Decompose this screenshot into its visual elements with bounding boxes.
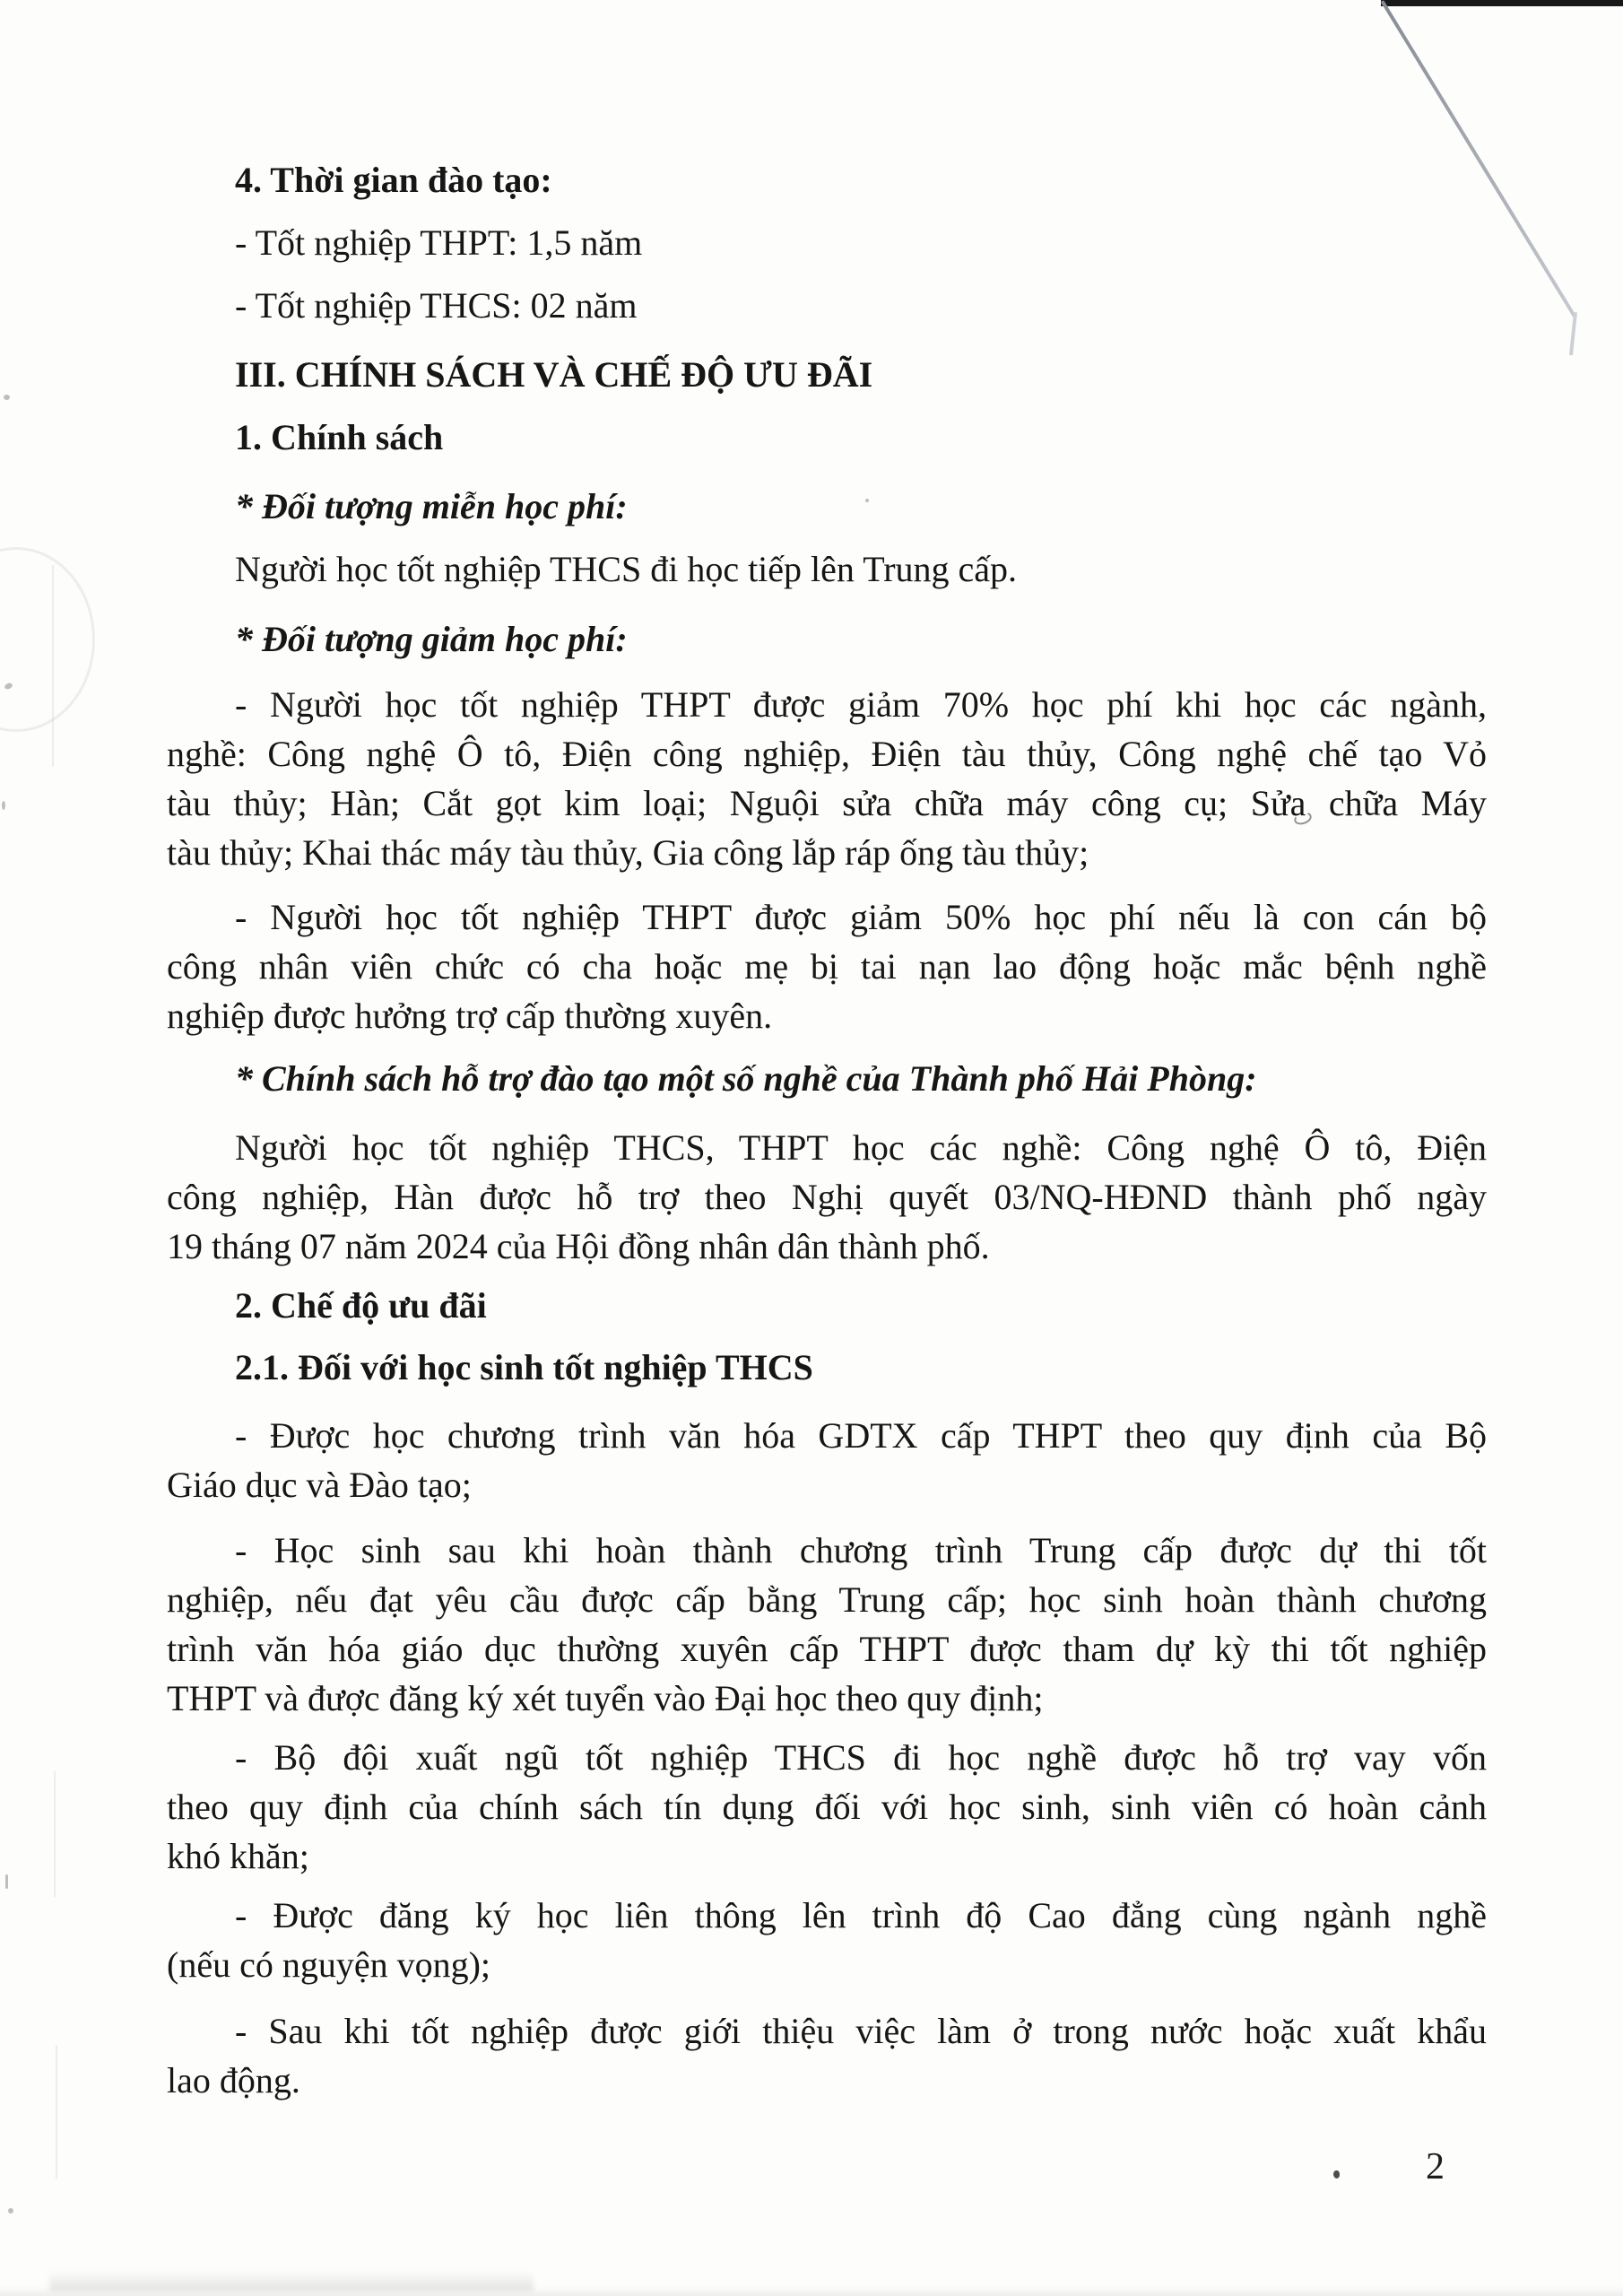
text-line: 2. Chế độ ưu đãi <box>235 1285 487 1326</box>
paragraph <box>167 1733 1487 1881</box>
text-line: nghề: Công nghệ Ô tô, Điện công nghiệp, Điện tàu thủy, Công nghệ chế tạo Vỏ <box>167 734 1487 774</box>
text-line: 19 tháng 07 năm 2024 của Hội đồng nhân dân thành phố. <box>167 1226 990 1266</box>
paragraph <box>167 1891 1487 1989</box>
paragraph <box>167 2006 1487 2105</box>
text-line: - Học sinh sau khi hoàn thành chương trình Trung cấp được dự thi tốt <box>235 1530 1487 1570</box>
sub-heading <box>167 482 1487 531</box>
sub-heading <box>167 1054 1487 1103</box>
text-line: THPT và được đăng ký xét tuyển vào Đại học theo quy định; <box>167 1678 1044 1718</box>
paragraph <box>167 1526 1487 1723</box>
text-line: nghiệp được hưởng trợ cấp thường xuyên. <box>167 996 773 1036</box>
text-line: - Tốt nghiệp THPT: 1,5 năm <box>235 222 643 263</box>
text-line: tàu thủy; Hàn; Cắt gọt kim loại; Nguội sửa chữa máy công cụ; Sửa chữa Máy <box>167 783 1487 823</box>
text-line: - Người học tốt nghiệp THPT được giảm 70% học phí khi học các ngành, <box>235 684 1487 725</box>
paragraph <box>167 892 1487 1040</box>
section-heading <box>167 1343 1487 1392</box>
section-heading <box>167 413 1487 462</box>
paragraph <box>167 1123 1487 1271</box>
text-line: trình văn hóa giáo dục thường xuyên cấp THPT được tham dự kỳ thi tốt nghiệp <box>167 1629 1487 1669</box>
text-line: 4. Thời gian đào tạo: <box>235 160 552 200</box>
ink-dot-artifact <box>1333 2170 1340 2179</box>
section-heading <box>167 350 1487 399</box>
text-line: Người học tốt nghiệp THCS, THPT học các nghề: Công nghệ Ô tô, Điện <box>235 1127 1487 1168</box>
bottom-edge-shadow-artifact <box>0 2286 1623 2296</box>
text-line: * Đối tượng giảm học phí: <box>235 619 628 659</box>
text-line: công nhân viên chức có cha hoặc mẹ bị tai nạn lao động hoặc mắc bệnh nghề <box>167 946 1487 987</box>
text-line: khó khăn; <box>167 1836 309 1876</box>
text-line: 1. Chính sách <box>235 417 444 457</box>
text-line: - Được học chương trình văn hóa GDTX cấp THPT theo quy định của Bộ <box>235 1415 1487 1456</box>
text-line: tàu thủy; Khai thác máy tàu thủy, Gia công lắp ráp ống tàu thủy; <box>167 832 1089 873</box>
sub-heading <box>167 614 1487 664</box>
list-item <box>167 218 1487 267</box>
text-line: lao động. <box>167 2060 300 2100</box>
text-line: 2.1. Đối với học sinh tốt nghiệp THCS <box>235 1347 813 1387</box>
paragraph <box>167 680 1487 877</box>
text-line: (nếu có nguyện vọng); <box>167 1944 491 1985</box>
paragraph <box>167 1411 1487 1509</box>
text-line: - Người học tốt nghiệp THPT được giảm 50% học phí nếu là con cán bộ <box>235 897 1487 937</box>
scan-speck-artifact <box>8 2208 13 2213</box>
paragraph <box>167 544 1487 594</box>
text-line: nghiệp, nếu đạt yêu cầu được cấp bằng Trung cấp; học sinh hoàn thành chương <box>167 1579 1487 1620</box>
text-line: - Sau khi tốt nghiệp được giới thiệu việc làm ở trong nước hoặc xuất khẩu <box>235 2011 1487 2051</box>
text-line: * Chính sách hỗ trợ đào tạo một số nghề của Thành phố Hải Phòng: <box>235 1058 1257 1099</box>
text-line: công nghiệp, Hàn được hỗ trợ theo Nghị quyết 03/NQ-HĐND thành phố ngày <box>167 1177 1487 1217</box>
text-line: Người học tốt nghiệp THCS đi học tiếp lên Trung cấp. <box>235 549 1018 589</box>
text-line: - Được đăng ký học liên thông lên trình độ Cao đẳng cùng ngành nghề <box>235 1895 1487 1935</box>
list-item <box>167 281 1487 330</box>
text-line: * Đối tượng miễn học phí: <box>235 486 628 526</box>
text-line: - Tốt nghiệp THCS: 02 năm <box>235 285 638 326</box>
page-number: 2 <box>1426 2146 1445 2187</box>
text-line: - Bộ đội xuất ngũ tốt nghiệp THCS đi học nghề được hỗ trợ vay vốn <box>235 1737 1487 1778</box>
text-line: Giáo dục và Đào tạo; <box>167 1465 472 1505</box>
text-line: III. CHÍNH SÁCH VÀ CHẾ ĐỘ ƯU ĐÃI <box>235 354 873 395</box>
section-heading <box>167 155 1487 204</box>
section-heading <box>167 1281 1487 1330</box>
text-line: theo quy định của chính sách tín dụng đối với học sinh, sinh viên có hoàn cảnh <box>167 1787 1487 1827</box>
